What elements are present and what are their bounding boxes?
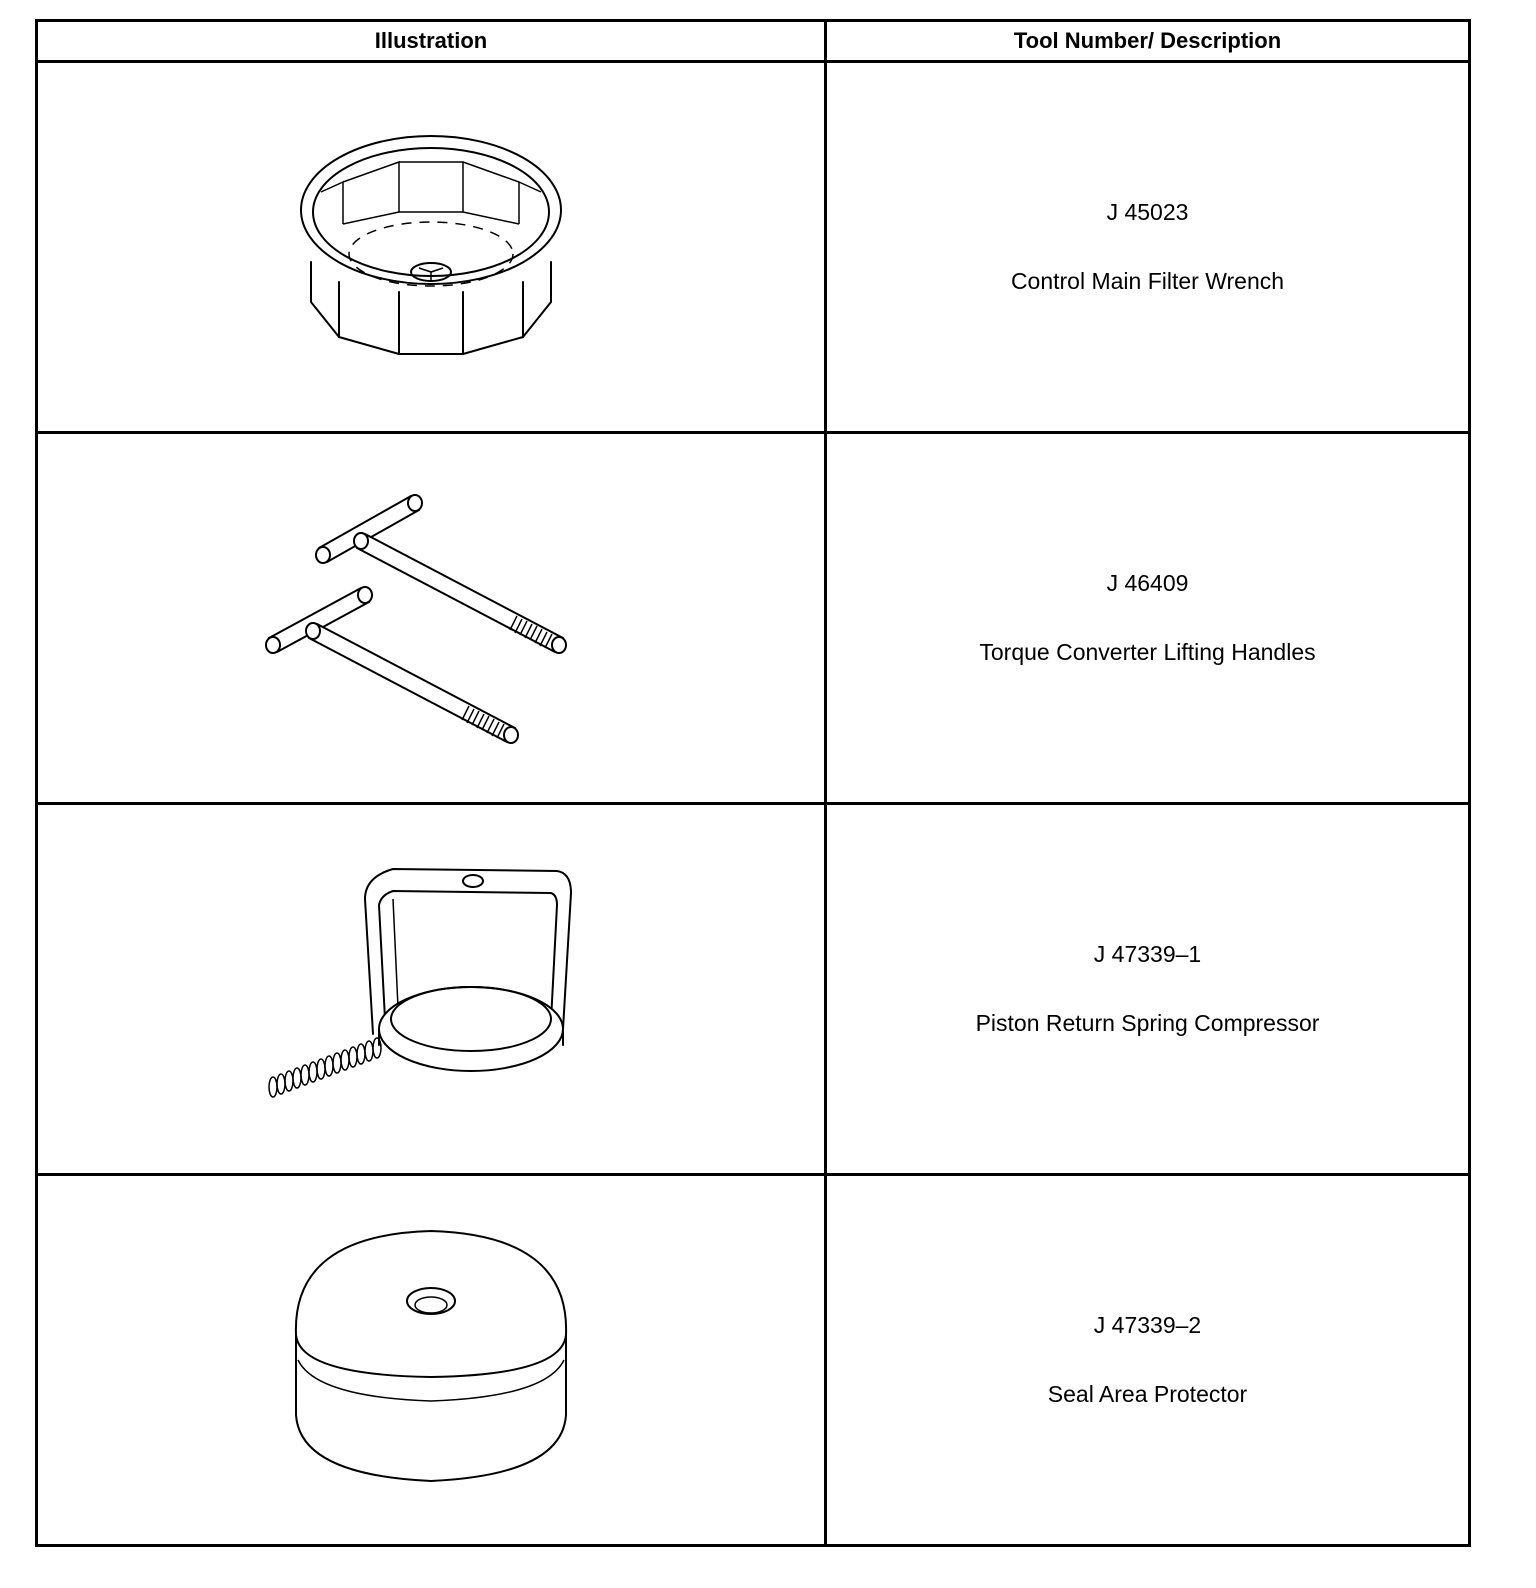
tool-number: J 45023 — [1106, 199, 1189, 225]
header-tool-number-description: Tool Number/ Description — [826, 21, 1470, 62]
description-cell — [826, 804, 1470, 1175]
filter-wrench-icon — [281, 132, 581, 362]
tool-description: Piston Return Spring Compressor — [975, 1010, 1320, 1036]
table-row — [37, 433, 1470, 804]
illustration-cell — [37, 433, 826, 804]
header-illustration: Illustration — [37, 21, 826, 62]
table-header-row — [37, 21, 1470, 62]
tool-number: J 47339–2 — [1093, 1312, 1202, 1338]
description-cell — [826, 62, 1470, 433]
tool-description: Seal Area Protector — [1047, 1381, 1248, 1407]
seal-protector-icon — [286, 1225, 576, 1495]
tool-number: J 47339–1 — [1093, 941, 1202, 967]
description-cell — [826, 433, 1470, 804]
table-row — [37, 1175, 1470, 1546]
tool-number: J 46409 — [1106, 570, 1189, 596]
tool-description: Torque Converter Lifting Handles — [979, 639, 1316, 665]
illustration-cell — [37, 1175, 826, 1546]
illustration-cell — [37, 62, 826, 433]
lifting-handles-icon — [261, 478, 601, 758]
spring-compressor-icon — [261, 859, 601, 1119]
special-tools-table — [35, 19, 1471, 1547]
table-row — [37, 804, 1470, 1175]
description-cell — [826, 1175, 1470, 1546]
tool-description: Control Main Filter Wrench — [1010, 268, 1285, 294]
table-row — [37, 62, 1470, 433]
illustration-cell — [37, 804, 826, 1175]
